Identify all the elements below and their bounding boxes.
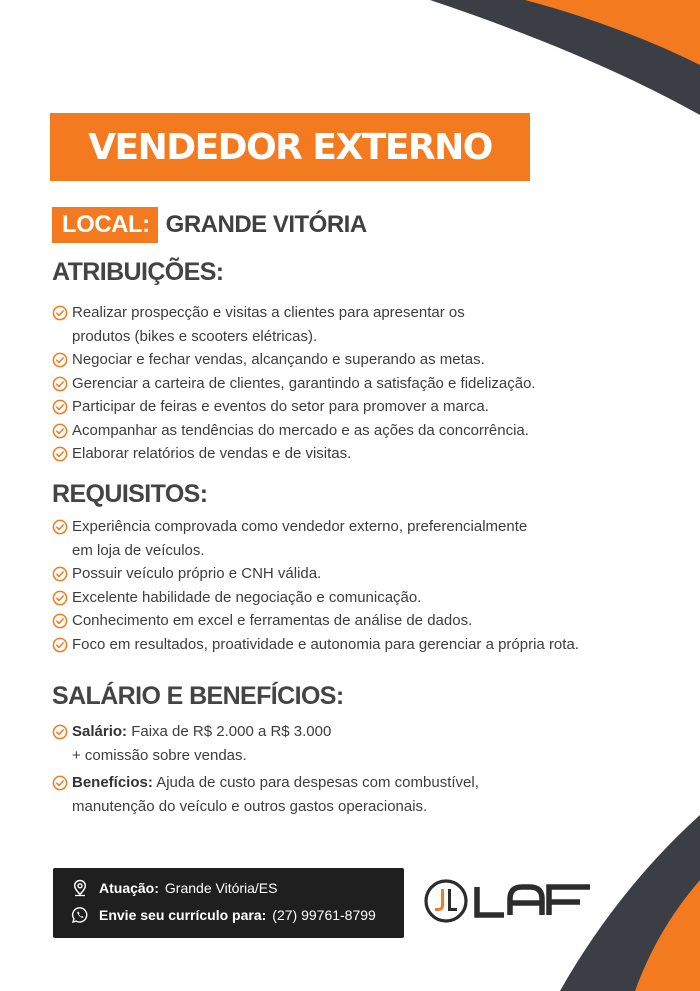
- check-circle-icon: [52, 519, 68, 535]
- check-circle-icon: [52, 305, 68, 321]
- item-text: Conhecimento em excel e ferramentas de análise de dados.: [72, 612, 473, 629]
- item-text: produtos (bikes e scooters elétricas).: [72, 327, 318, 345]
- location-pin-icon: [71, 879, 89, 897]
- list-item: [52, 301, 652, 348]
- check-circle-icon: [52, 590, 68, 606]
- location-value: GRANDE VITÓRIA: [165, 211, 367, 238]
- list-item: [52, 419, 652, 443]
- check-circle-icon: [52, 446, 68, 462]
- requisitos-heading: REQUISITOS:: [52, 480, 208, 508]
- beneficios-text: manutenção do veículo e outros gastos operacionais.: [72, 797, 428, 815]
- curriculo-label: Envie seu currículo para:: [99, 907, 267, 923]
- item-text: Acompanhar as tendências do mercado e as ações da concorrência.: [72, 421, 529, 439]
- requisitos-list: [52, 515, 652, 656]
- list-item: [52, 720, 652, 767]
- check-circle-icon: [52, 724, 68, 740]
- job-title: VENDEDOR EXTERNO: [88, 126, 492, 168]
- check-circle-icon: [52, 352, 68, 368]
- atribuicoes-list: [52, 301, 652, 466]
- item-text: Possuir veículo próprio e CNH válida.: [72, 565, 322, 582]
- curriculo-value: (27) 99761-8799: [272, 907, 376, 923]
- item-text: Foco em resultados, proatividade e autonomia para gerenciar a própria rota.: [72, 635, 579, 653]
- check-circle-icon: [52, 376, 68, 392]
- contact-box: [53, 868, 404, 938]
- salario-label: Salário:: [72, 723, 128, 740]
- list-item: [52, 442, 652, 466]
- item-text: Excelente habilidade de negociação e comunicação.: [72, 588, 422, 606]
- item-text: Gerenciar a carteira de clientes, garantindo a satisfação e fidelização.: [72, 374, 536, 392]
- salario-heading: SALÁRIO E BENEFÍCIOS:: [52, 682, 344, 710]
- check-circle-icon: [52, 399, 68, 415]
- item-text: Realizar prospecção e visitas a clientes para apresentar os: [72, 304, 465, 321]
- atuacao-value: Grande Vitória/ES: [164, 880, 278, 896]
- location-label: LOCAL:: [52, 207, 158, 243]
- list-item: [52, 515, 652, 562]
- check-circle-icon: [52, 613, 68, 629]
- whatsapp-icon: [71, 906, 89, 924]
- beneficios-label: Benefícios:: [72, 774, 153, 791]
- list-item: [52, 372, 652, 396]
- list-item: [52, 586, 652, 610]
- item-text: em loja de veículos.: [72, 541, 205, 559]
- salario-list: [52, 720, 652, 818]
- item-text: Elaborar relatórios de vendas e de visitas.: [72, 445, 352, 462]
- list-item: [52, 562, 652, 586]
- item-text: Negociar e fechar vendas, alcançando e superando as metas.: [72, 351, 485, 368]
- job-title-banner: [50, 113, 530, 181]
- list-item: [52, 395, 652, 419]
- atuacao-row: [71, 879, 278, 897]
- salario-text: + comissão sobre vendas.: [72, 746, 247, 764]
- check-circle-icon: [52, 566, 68, 582]
- list-item: [52, 609, 652, 633]
- location-row: [52, 206, 367, 244]
- laf-logo: [422, 875, 594, 927]
- beneficios-text: Ajuda de custo para despesas com combustível,: [156, 774, 479, 791]
- atribuicoes-heading: ATRIBUIÇÕES:: [52, 258, 224, 286]
- list-item: [52, 348, 652, 372]
- list-item: [52, 771, 652, 818]
- curriculo-row: [71, 906, 376, 924]
- item-text: Experiência comprovada como vendedor externo, preferencialmente: [72, 518, 528, 535]
- item-text: Participar de feiras e eventos do setor para promover a marca.: [72, 398, 489, 415]
- atuacao-label: Atuação:: [99, 880, 159, 896]
- list-item: [52, 633, 652, 657]
- check-circle-icon: [52, 775, 68, 791]
- salario-text: Faixa de R$ 2.000 a R$ 3.000: [131, 723, 332, 740]
- check-circle-icon: [52, 637, 68, 653]
- check-circle-icon: [52, 423, 68, 439]
